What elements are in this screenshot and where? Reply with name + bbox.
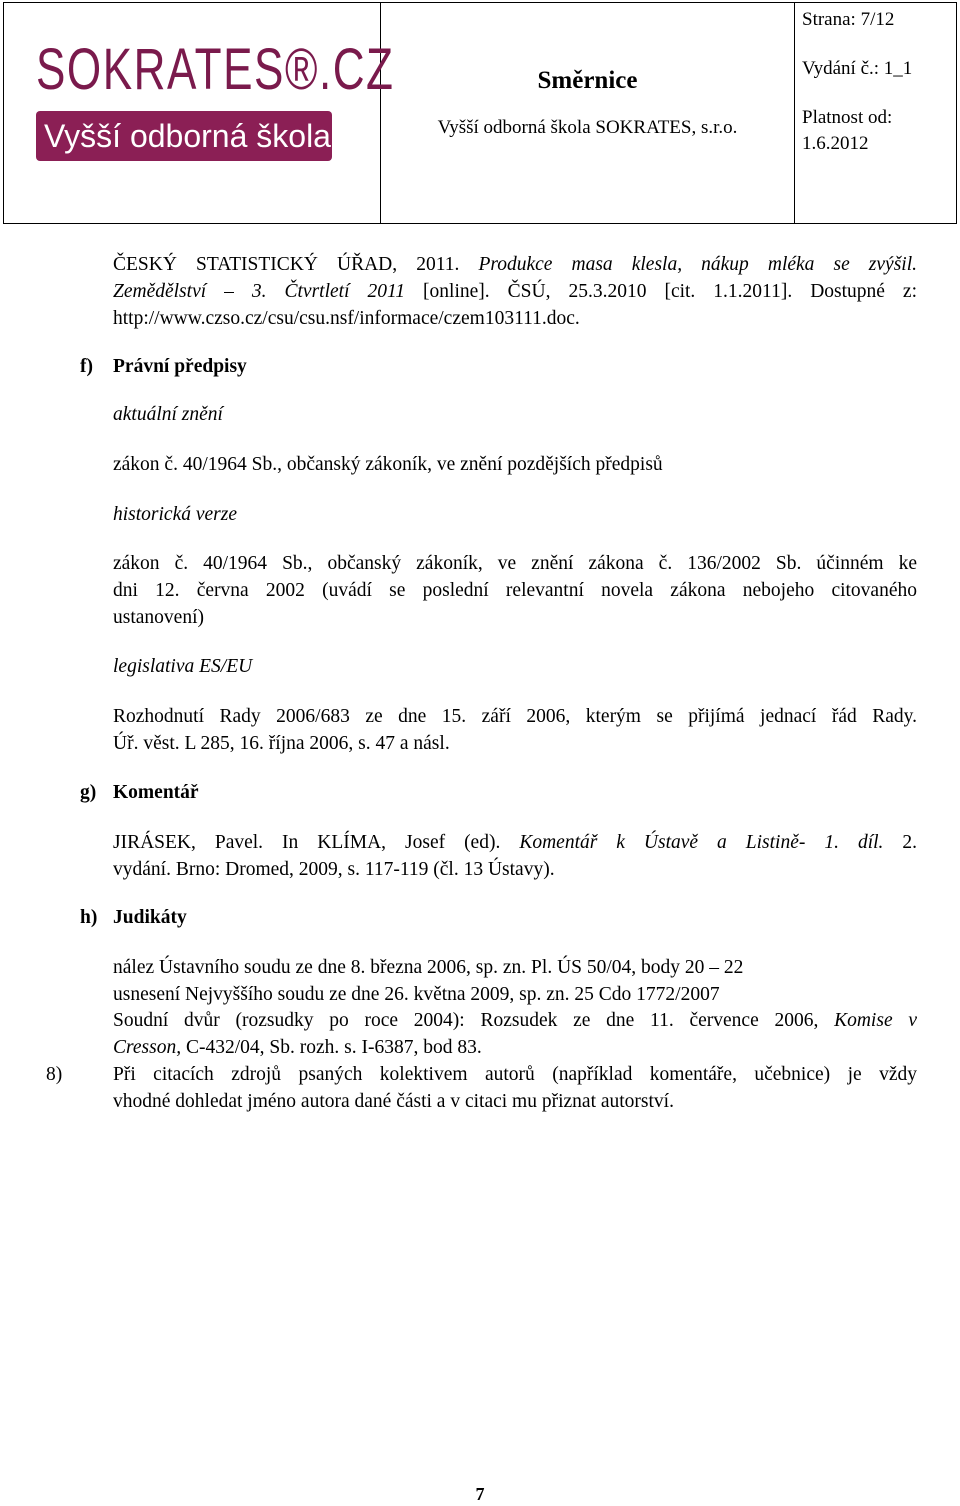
historic-law-line: zákon č. 40/1964 Sb., občanský zákoník, ve znění zákona č. 136/2002 Sb. účinném ke — [113, 553, 917, 574]
judgement-text: Soudní dvůr (rozsudky po roce 2004): Rozsudek ze dne 11. července 2006, — [113, 1010, 819, 1031]
paragraph-8-line: vhodné dohledat jméno autora dané části a v citaci mu přiznat autorství. — [113, 1091, 674, 1112]
eu-law-line: Rozhodnutí Rady 2006/683 ze dne 15. září 2006, kterým se přijímá jednací řád Rady. — [113, 706, 917, 727]
judgement-line — [113, 1008, 917, 1034]
section-g-title: Komentář — [113, 782, 199, 803]
eu-law-line: Úř. věst. L 285, 16. října 2006, s. 47 a násl. — [113, 733, 450, 754]
reference-line — [113, 279, 917, 305]
subheading-text: historická verze — [113, 504, 238, 525]
case-name: Komise v — [834, 1010, 917, 1031]
header-logo-cell — [4, 3, 395, 223]
judgement-line — [113, 1035, 482, 1061]
reference-title: Produkce masa klesla, nákup mléka se zvýšil. — [478, 254, 918, 275]
reference-url: http://www.czso.cz/csu/csu.nsf/informace/czem103111.doc. — [113, 308, 580, 329]
document-subtitle: Vyšší odborná škola SOKRATES, s.r.o. — [437, 117, 738, 138]
commentary-line — [113, 830, 917, 856]
subheading-eu — [113, 654, 252, 680]
validity-label: Platnost od: — [802, 107, 893, 128]
paragraph-8-line: Při citacích zdrojů psaných kolektivem autorů (například komentáře, učebnice) je vždy — [113, 1064, 917, 1085]
historic-law-line: dni 12. června 2002 (uvádí se poslední relevantní novela zákona nebojeho citovaného — [113, 580, 917, 601]
header-table — [3, 2, 957, 224]
reference-line — [113, 252, 917, 278]
subheading-current — [113, 402, 223, 428]
current-law: zákon č. 40/1964 Sb., občanský zákoník, ve znění pozdějších předpisů — [113, 454, 663, 475]
reference-details: [online]. ČSÚ, 25.3.2010 [cit. 1.1.2011]. Dostupné z: — [423, 281, 918, 302]
reference-author: ČESKÝ STATISTICKÝ ÚŘAD, 2011. — [113, 254, 460, 275]
judgement-text: C-432/04, Sb. rozh. s. I-6387, bod 83. — [185, 1037, 482, 1058]
section-f-marker: f) — [80, 356, 93, 377]
section-h-title: Judikáty — [113, 907, 187, 928]
case-name: Cresson, — [113, 1037, 182, 1058]
validity-date: 1.6.2012 — [802, 133, 869, 154]
commentary-author: JIRÁSEK, Pavel. In KLÍMA, Josef (ed). — [113, 832, 501, 853]
reference-title: Zemědělství – 3. Čtvrtletí 2011 — [113, 281, 406, 302]
commentary-edition: 2. — [902, 832, 918, 853]
judgement-line: nález Ústavního soudu ze dne 8. března 2006, sp. zn. Pl. ÚS 50/04, body 20 – 22 — [113, 957, 744, 978]
section-f-title: Právní předpisy — [113, 356, 247, 377]
page-indicator: Strana: 7/12 — [802, 9, 895, 30]
subheading-historic — [113, 502, 237, 528]
edition: Vydání č.: 1_1 — [802, 58, 913, 79]
section-h-marker: h) — [80, 907, 98, 928]
commentary-title: Komentář k Ústavě a Listině- 1. díl. — [519, 832, 884, 853]
historic-law-line: ustanovení) — [113, 607, 204, 628]
logo-wordmark: SOKRATES®.CZ — [36, 37, 395, 102]
judgement-line: usnesení Nejvyššího soudu ze dne 26. května 2009, sp. zn. 25 Cdo 1772/2007 — [113, 984, 720, 1005]
header-title-cell — [381, 3, 795, 223]
commentary-line: vydání. Brno: Dromed, 2009, s. 117-119 (čl. 13 Ústavy). — [113, 859, 555, 880]
subheading-text: legislativa ES/EU — [113, 656, 253, 677]
subheading-text: aktuální znění — [113, 404, 223, 425]
page-number: 7 — [475, 1484, 485, 1504]
paragraph-8-marker: 8) — [46, 1064, 63, 1085]
school-logo — [36, 37, 395, 161]
header-meta-cell — [795, 3, 956, 223]
section-g-marker: g) — [80, 782, 97, 803]
logo-subtitle: Vyšší odborná škola — [44, 118, 331, 154]
document-title: Směrnice — [537, 67, 638, 94]
